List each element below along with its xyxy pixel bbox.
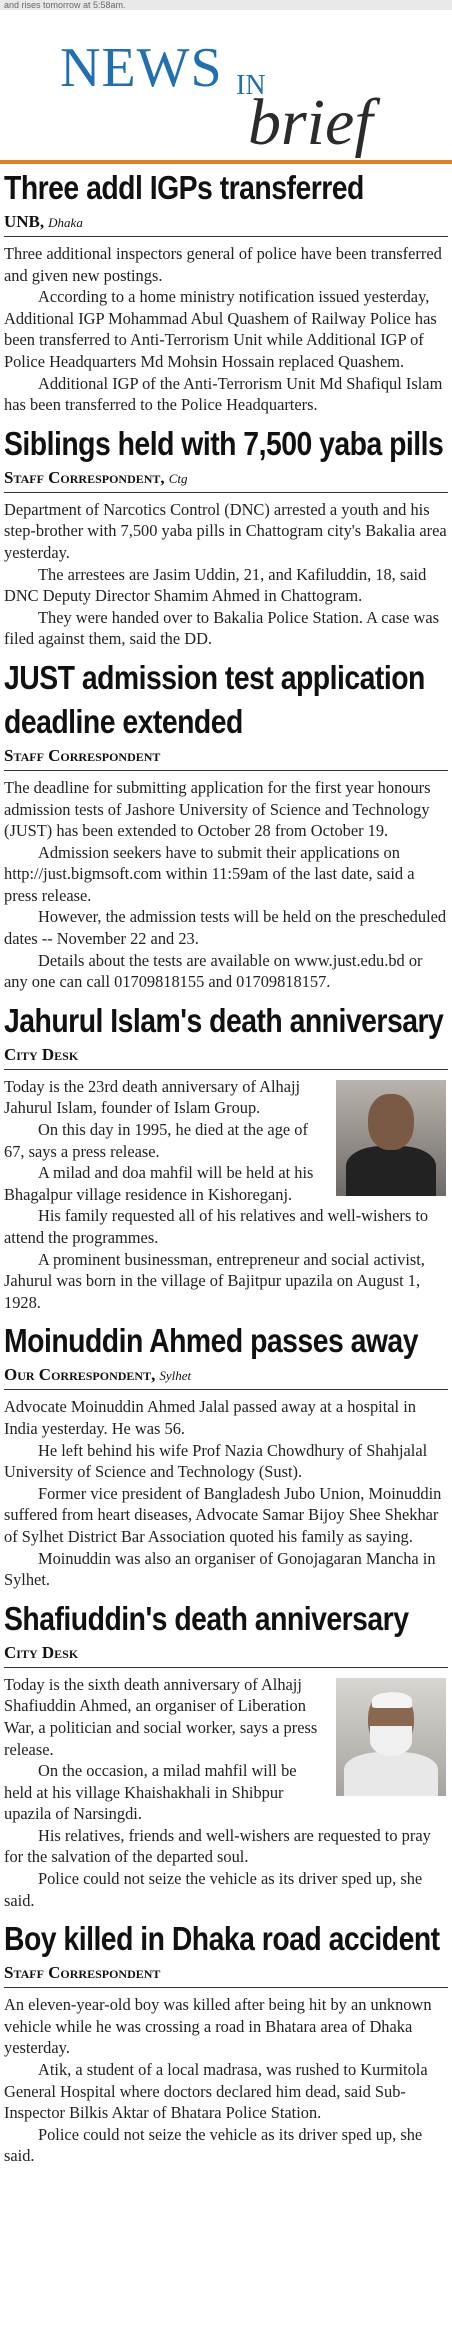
byline-source: Staff Correspondent	[4, 745, 161, 765]
story-body	[4, 1674, 448, 1912]
story	[4, 422, 448, 650]
byline-source: Our Correspondent,	[4, 1365, 156, 1385]
story-paragraph: His family requested all of his relatives and well-wishers to attend the programmes.	[4, 1206, 429, 1247]
story-paragraph: He left behind his wife Prof Nazia Chowdhury of Shahjalal University of Science and Technology (Sust).	[4, 1440, 428, 1482]
story-headline: Siblings held with 7,500 yaba pills	[4, 424, 444, 462]
story-paragraph: Admission seekers have to submit their applications on http://just.bigmsoft.com within 11:59am of the last date, said a press release.	[4, 842, 415, 905]
byline-location: Ctg	[168, 470, 188, 486]
story-paragraph: According to a home ministry notification issued yesterday, Additional IGP Mohammad Abul Quashem of Railway Police has been transferred to Anti-Terrorism Unit while Additional IGP of Police Headquarters Md Mohsin Hossain replaced Quashem.	[4, 287, 437, 371]
story-byline	[4, 1963, 448, 1983]
story-paragraph: On this day in 1995, he died at the age of 67, says a press release.	[4, 1120, 308, 1161]
story-body	[4, 1396, 448, 1590]
story-paragraph: Police could not seize the vehicle as its driver sped up, she said.	[4, 2124, 423, 2166]
story-paragraph: Three additional inspectors general of police have been transferred and given new postings.	[4, 244, 442, 285]
story	[4, 1597, 448, 1912]
byline-location: Dhaka	[48, 215, 83, 230]
masthead-rule	[0, 160, 452, 164]
story-paragraph: The deadline for submitting application for the first year honours admission tests of Jashore University of Science and Technology (JUST) has been extended to October 28 from October 19.	[4, 777, 431, 841]
story	[4, 166, 448, 416]
story-paragraph: Today is the sixth death anniversary of Alhajj Shafiuddin Ahmed, an organiser of Liberation War, a politician and social worker, says a press release.	[4, 1674, 318, 1759]
byline-rule	[4, 770, 448, 771]
story-headline: JUST admission test application deadline extended	[4, 658, 425, 740]
story-byline	[4, 1045, 448, 1065]
byline-source: City Desk	[4, 1642, 79, 1662]
byline-rule	[4, 236, 448, 237]
story-paragraph: Atik, a student of a local madrasa, was rushed to Kurmitola General Hospital where doctors declared him dead, said Sub-Inspector Bilkis Aktar of Bhatara Police Station.	[4, 2060, 428, 2123]
story	[4, 1917, 448, 2167]
story-headline: Moinuddin Ahmed passes away	[4, 1322, 418, 1360]
byline-source: Staff Correspondent,	[4, 467, 165, 487]
story-byline	[4, 1643, 448, 1663]
byline-source: Staff Correspondent	[4, 1963, 161, 1983]
byline-source: City Desk	[4, 1044, 79, 1064]
story-paragraph: On the occasion, a milad mahfil will be held at his village Khaishakhali in Shibpur upazila of Narsingdi.	[4, 1761, 297, 1824]
story-paragraph: His relatives, friends and well-wishers are requested to pray for the salvation of the departed soul.	[4, 1825, 431, 1867]
story-body	[4, 777, 448, 993]
story-headline: Jahurul Islam's death anniversary	[4, 1001, 444, 1039]
story-paragraph: Former vice president of Bangladesh Jubo Union, Moinuddin suffered from heart diseases, Advocate Samar Bijoy Shee Shekhar of Sylhet District Bar Association quoted his family as saying.	[4, 1483, 442, 1546]
story-paragraph: Today is the 23rd death anniversary of Alhajj Jahurul Islam, founder of Islam Group.	[4, 1076, 301, 1118]
story-headline: Boy killed in Dhaka road accident	[4, 1920, 440, 1958]
story-paragraph: However, the admission tests will be held on the prescheduled dates -- November 22 and 23.	[4, 907, 447, 949]
top-strip: and rises tomorrow at 5:58am.	[0, 0, 452, 10]
story-paragraph: Advocate Moinuddin Ahmed Jalal passed away at a hospital in India yesterday. He was 56.	[4, 1397, 416, 1438]
story-paragraph: An eleven-year-old boy was killed after being hit by an unknown vehicle while he was crossing a road in Bhatara area of Dhaka yesterday.	[4, 1995, 432, 2058]
masthead-brief: brief	[248, 86, 373, 159]
story-byline	[4, 746, 448, 766]
story-body	[4, 243, 448, 416]
byline-rule	[4, 1667, 448, 1668]
story-byline	[4, 468, 448, 488]
byline-location: Sylhet	[159, 1368, 192, 1384]
story	[4, 999, 448, 1314]
portrait-shafiuddin	[336, 1678, 446, 1796]
masthead-in: IN	[236, 70, 266, 101]
masthead	[0, 10, 452, 158]
story-paragraph: Additional IGP of the Anti-Terrorism Unit Md Shafiqul Islam has been transferred to the Police Headquarters.	[4, 373, 443, 415]
story-paragraph: Department of Narcotics Control (DNC) arrested a youth and his step-brother with 7,500 yaba pills in Chattogram city's Bakalia area yesterday.	[4, 499, 447, 562]
story-paragraph: Police could not seize the vehicle as its driver sped up, she said.	[4, 1869, 423, 1910]
story-body	[4, 499, 448, 650]
story-byline	[4, 1365, 448, 1385]
byline-source: UNB,	[4, 212, 45, 231]
story-paragraph: A prominent businessman, entrepreneur and social activist, Jahurul was born in the village of Bajitpur upazila on August 1, 1928.	[4, 1249, 425, 1312]
story-headline: Three addl IGPs transferred	[4, 169, 364, 206]
story-paragraph: The arrestees are Jasim Uddin, 21, and Kafiluddin, 18, said DNC Deputy Director Shamim Ahmed in Chattogram.	[4, 564, 427, 606]
byline-rule	[4, 1069, 448, 1070]
story-body	[4, 1076, 448, 1314]
story-paragraph: A milad and doa mahfil will be held at his Bhagalpur village residence in Kishoreganj.	[4, 1163, 314, 1204]
byline-rule	[4, 1987, 448, 1988]
masthead-news: NEWS	[60, 37, 223, 99]
story	[4, 1319, 448, 1590]
byline-rule	[4, 492, 448, 493]
story-byline	[4, 212, 448, 232]
story-paragraph: Details about the tests are available on www.just.edu.bd or any one can call 01709818155 and 01709818157.	[4, 950, 423, 992]
story-body	[4, 1994, 448, 2167]
stories-column	[0, 158, 452, 2167]
story-paragraph: They were handed over to Bakalia Police Station. A case was filed against them, said the DD.	[4, 607, 439, 649]
story-headline: Shafiuddin's death anniversary	[4, 1599, 409, 1637]
portrait-jahurul	[336, 1080, 446, 1196]
story-paragraph: Moinuddin was also an organiser of Gonojagaran Mancha in Sylhet.	[4, 1548, 436, 1590]
story	[4, 656, 448, 993]
byline-rule	[4, 1389, 448, 1390]
